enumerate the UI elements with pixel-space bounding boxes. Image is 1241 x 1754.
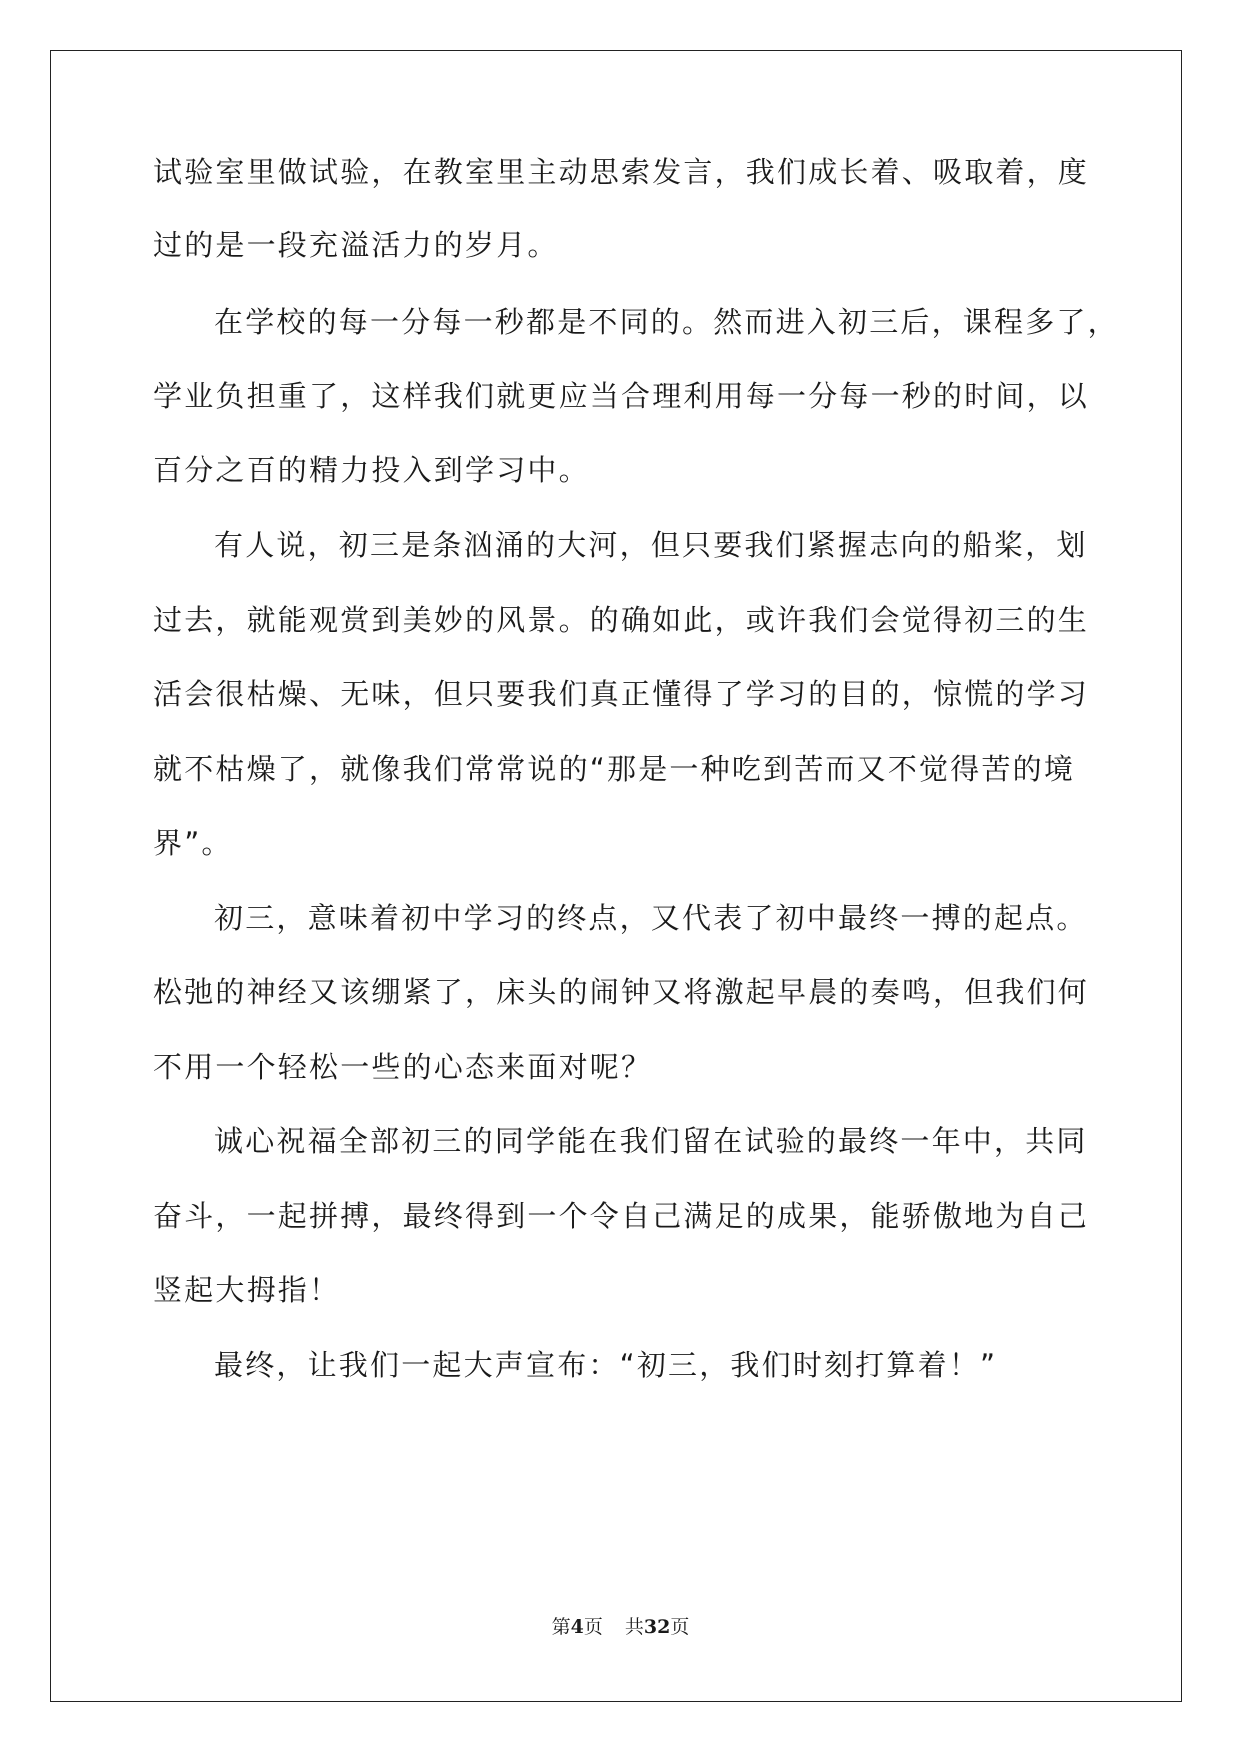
text-line: 就不枯燥了，就像我们常常说的“那是一种吃到苦而又不觉得苦的境 [153,752,1076,786]
text-line: 最终，让我们一起大声宣布：“初三，我们时刻打算着！” [214,1348,998,1382]
text-line: 初三，意味着初中学习的终点，又代表了初中最终一搏的起点。 [214,901,1088,935]
text-line: 不用一个轻松一些的心态来面对呢？ [153,1050,653,1084]
page-frame [50,50,1182,1702]
text-line: 活会很枯燥、无味，但只要我们真正懂得了学习的目的，惊慌的学习 [153,677,1090,711]
text-line: 奋斗，一起拼搏，最终得到一个令自己满足的成果，能骄傲地为自己 [153,1199,1090,1233]
text-line: 在学校的每一分每一秒都是不同的。然而进入初三后，课程多了， [214,305,1119,339]
text-line: 松弛的神经又该绷紧了，床头的闹钟又将激起早晨的奏鸣，但我们何 [153,975,1090,1009]
footer-page-suffix: 页 [583,1616,603,1638]
text-line: 有人说，初三是条汹涌的大河，但只要我们紧握志向的船桨，划 [214,528,1088,562]
text-line: 试验室里做试验，在教室里主动思索发言，我们成长着、吸取着，度 [153,155,1090,189]
text-line: 百分之百的精力投入到学习中。 [153,453,590,487]
footer-total-suffix: 页 [670,1616,690,1638]
text-line: 诚心祝福全部初三的同学能在我们留在试验的最终一年中，共同 [214,1124,1088,1158]
footer-total-prefix: 共 [624,1616,644,1638]
text-line: 过去，就能观赏到美妙的风景。的确如此，或许我们会觉得初三的生 [153,603,1090,637]
footer-prefix: 第 [551,1616,571,1638]
text-line: 学业负担重了，这样我们就更应当合理利用每一分每一秒的时间，以 [153,379,1090,413]
text-line: 竖起大拇指！ [153,1273,341,1307]
total-page-count: 32 [643,1616,671,1638]
page-number-footer [0,1618,1241,1637]
text-line: 界”。 [153,826,233,860]
text-line: 过的是一段充溢活力的岁月。 [153,228,559,262]
current-page-number: 4 [570,1616,584,1638]
